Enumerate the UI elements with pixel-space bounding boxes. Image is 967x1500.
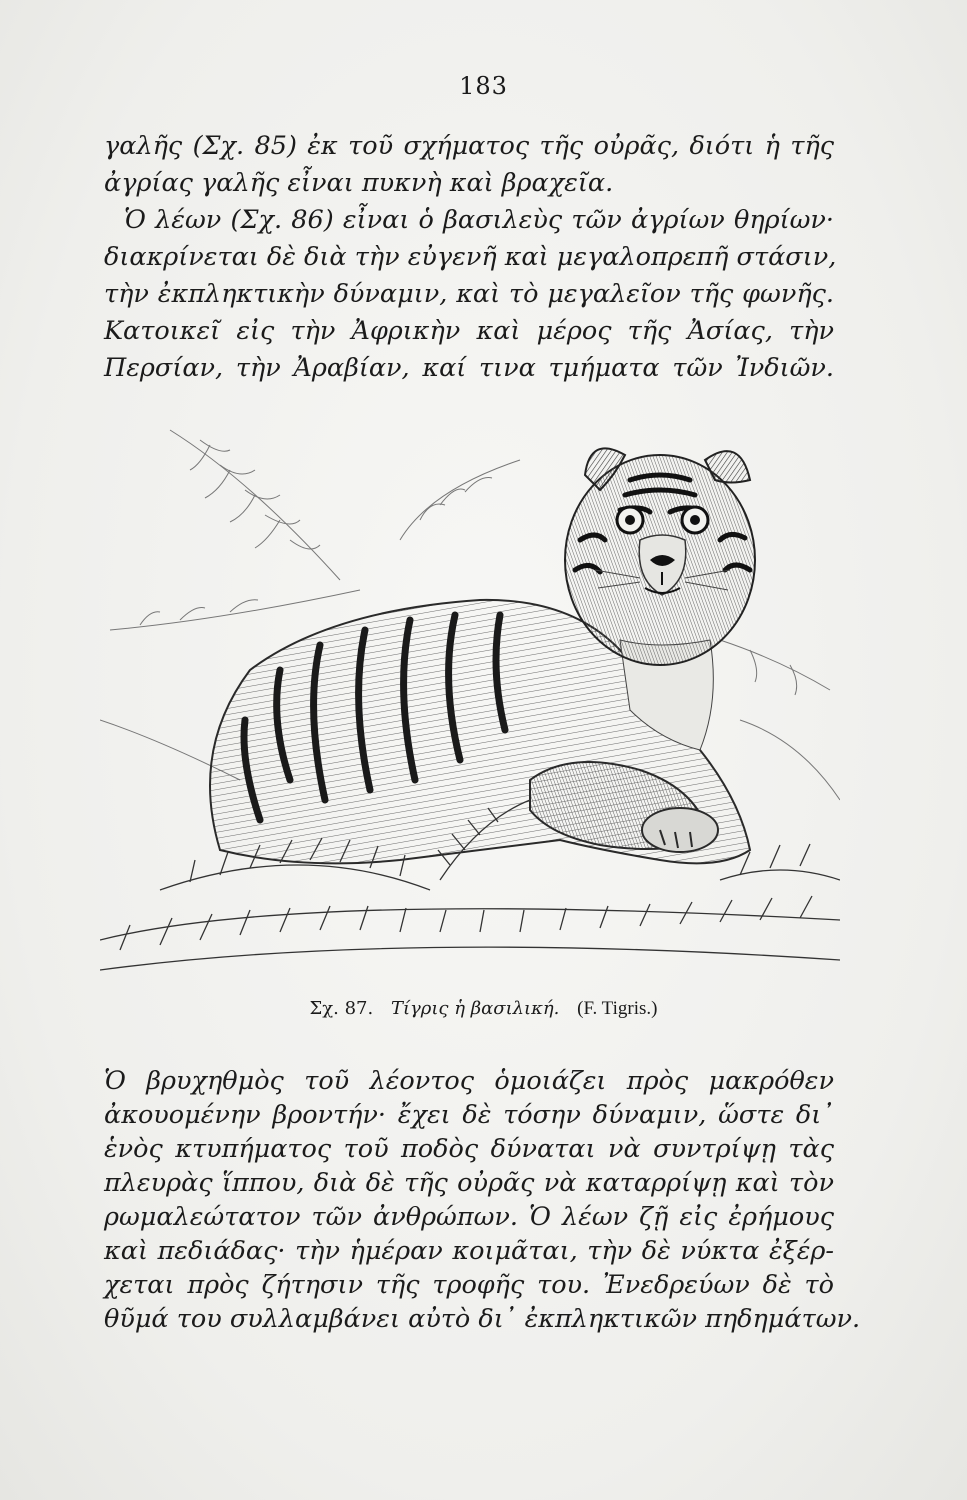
text-line: θῦμά του συλλαμβάνει αὐτὸ δι᾽ ἐκπληκτικῶν πηδημάτων. xyxy=(104,1304,861,1334)
paragraph-continuation xyxy=(104,128,834,202)
text-line: καὶ πεδιάδας· τὴν ἡμέραν κοιμᾶται, τὴν δὲ νύκτα ἐξέρ- xyxy=(104,1236,834,1266)
text-line: Ὁ λέων (Σχ. 86) εἶναι ὁ βασιλεὺς τῶν ἀγρίων θηρίων· xyxy=(124,205,834,235)
text-line: Περσίαν, τὴν Ἀραβίαν, καί τινα τμήματα τῶν Ἰνδιῶν. xyxy=(104,353,834,383)
text-line: ρωμαλεώτατον τῶν ἀνθρώπων. Ὁ λέων ζῇ εἰς ἐρήμους xyxy=(104,1202,834,1232)
text-line: πλευρὰς ἵππου, διὰ δὲ τῆς οὐρᾶς νὰ καταρρίψῃ καὶ τὸν xyxy=(104,1168,834,1198)
tiger-illustration xyxy=(100,420,840,980)
caption-greek-name: Τίγρις ἡ βασιλική. xyxy=(390,998,560,1019)
caption-number: Σχ. 87. xyxy=(309,998,374,1019)
figure-caption xyxy=(0,998,967,1020)
text-line: Ὁ βρυχηθμὸς τοῦ λέοντος ὁμοιάζει πρὸς μακρόθεν xyxy=(104,1066,834,1096)
caption-latin-name: (F. Tigris.) xyxy=(577,998,658,1019)
text-line: ἀκουομένην βροντήν· ἔχει δὲ τόσην δύναμιν, ὥστε δι᾽ xyxy=(104,1100,834,1130)
tiger-head xyxy=(565,448,755,665)
text-line: ἑνὸς κτυπήματος τοῦ ποδὸς δύναται νὰ συντρίψῃ τὰς xyxy=(104,1134,834,1164)
text-line: ἀγρίας γαλῆς εἶναι πυκνὴ καὶ βραχεῖα. xyxy=(104,168,614,198)
text-line: Κατοικεῖ εἰς τὴν Ἀφρικὴν καὶ μέρος τῆς Ἀσίας, τὴν xyxy=(104,316,834,346)
text-line: γαλῆς (Σχ. 85) ἐκ τοῦ σχήματος τῆς οὐρᾶς, διότι ἡ τῆς xyxy=(104,131,834,161)
paragraph-lion-description xyxy=(104,202,837,387)
text-line: χεται πρὸς ζήτησιν τῆς τροφῆς του. Ἐνεδρεύων δὲ τὸ xyxy=(104,1270,834,1300)
paragraph-lion-roar xyxy=(104,1064,861,1336)
page-number: 183 xyxy=(459,72,508,100)
text-line: διακρίνεται δὲ διὰ τὴν εὐγενῆ καὶ μεγαλοπρεπῆ στάσιν, xyxy=(104,242,837,272)
text-line: τὴν ἐκπληκτικὴν δύναμιν, καὶ τὸ μεγαλεῖον τῆς φωνῆς. xyxy=(104,279,834,309)
tiger-engraving xyxy=(100,420,840,980)
